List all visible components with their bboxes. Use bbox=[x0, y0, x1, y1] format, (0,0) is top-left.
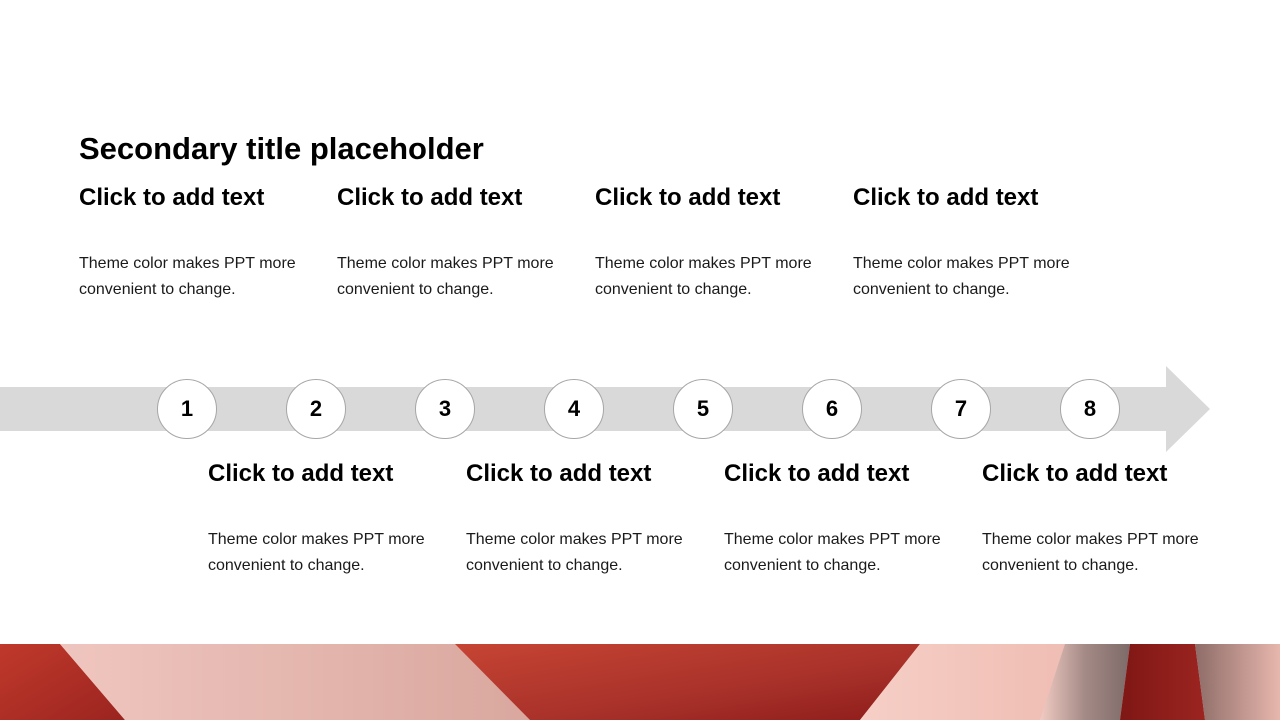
step-circle-4[interactable]: 4 bbox=[544, 379, 604, 439]
bottom-text-block-1[interactable] bbox=[208, 459, 448, 578]
slide-title[interactable]: Secondary title placeholder bbox=[79, 131, 484, 166]
block-body: Theme color makes PPT more convenient to change. bbox=[337, 255, 554, 298]
step-circle-3[interactable]: 3 bbox=[415, 379, 475, 439]
step-circle-8[interactable]: 8 bbox=[1060, 379, 1120, 439]
step-circle-2[interactable]: 2 bbox=[286, 379, 346, 439]
step-circle-7[interactable]: 7 bbox=[931, 379, 991, 439]
block-body: Theme color makes PPT more convenient to change. bbox=[466, 531, 683, 574]
step-circle-1[interactable]: 1 bbox=[157, 379, 217, 439]
block-body: Theme color makes PPT more convenient to change. bbox=[595, 255, 812, 298]
top-text-block-2[interactable] bbox=[337, 183, 577, 302]
step-circle-5[interactable]: 5 bbox=[673, 379, 733, 439]
block-heading: Click to add text bbox=[724, 460, 910, 487]
bottom-text-block-3[interactable] bbox=[724, 459, 964, 578]
bottom-text-block-4[interactable] bbox=[982, 459, 1222, 578]
block-heading: Click to add text bbox=[466, 460, 652, 487]
block-heading: Click to add text bbox=[982, 460, 1168, 487]
block-heading: Click to add text bbox=[337, 184, 523, 211]
block-body: Theme color makes PPT more convenient to change. bbox=[853, 255, 1070, 298]
bottom-text-block-2[interactable] bbox=[466, 459, 706, 578]
block-body: Theme color makes PPT more convenient to change. bbox=[79, 255, 296, 298]
block-heading: Click to add text bbox=[79, 184, 265, 211]
block-heading: Click to add text bbox=[853, 184, 1039, 211]
block-body: Theme color makes PPT more convenient to change. bbox=[982, 531, 1199, 574]
block-body: Theme color makes PPT more convenient to change. bbox=[208, 531, 425, 574]
decorative-footer-band bbox=[0, 644, 1280, 720]
top-text-block-4[interactable] bbox=[853, 183, 1093, 302]
block-heading: Click to add text bbox=[208, 460, 394, 487]
top-text-block-1[interactable] bbox=[79, 183, 319, 302]
block-body: Theme color makes PPT more convenient to change. bbox=[724, 531, 941, 574]
step-circle-6[interactable]: 6 bbox=[802, 379, 862, 439]
block-heading: Click to add text bbox=[595, 184, 781, 211]
top-text-block-3[interactable] bbox=[595, 183, 835, 302]
